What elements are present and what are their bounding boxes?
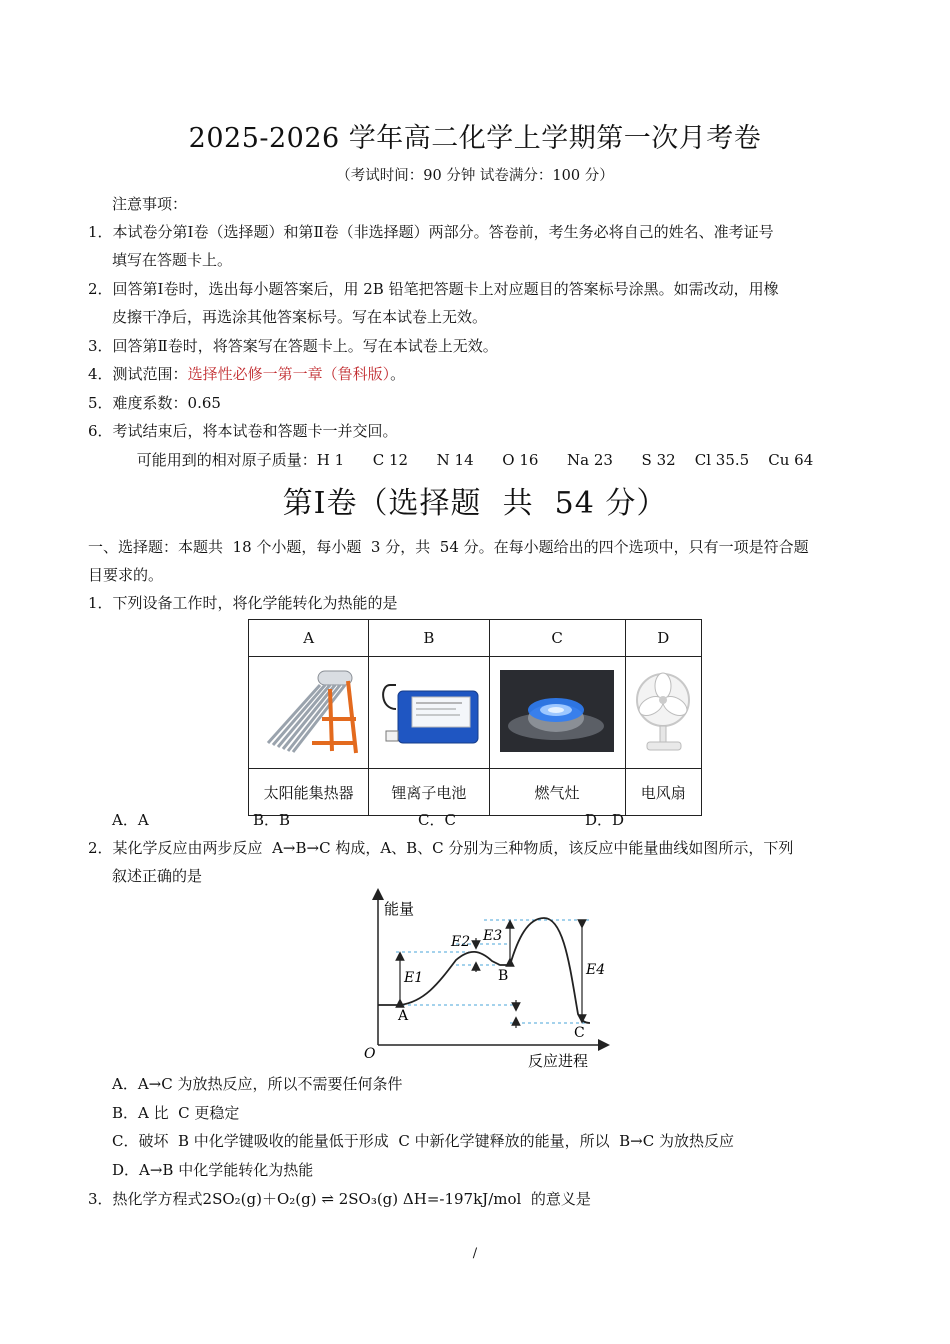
q1-option-d[interactable]: D．D bbox=[585, 811, 625, 829]
point-c: C bbox=[574, 1025, 585, 1041]
note-text: 难度系数：0.65 bbox=[112, 394, 221, 412]
section-instructions-cont: 目要求的。 bbox=[88, 566, 164, 584]
test-scope: 选择性必修一第一章（鲁科版） bbox=[187, 365, 391, 383]
q1-col-a: A bbox=[249, 620, 369, 657]
q1-option-c[interactable]: C．C bbox=[418, 811, 456, 829]
q3-equation: 2SO₂(g)＋O₂(g) ⇌ 2SO₃(g) ΔH=-197kJ/mol bbox=[202, 1190, 522, 1208]
q3-stem bbox=[88, 1189, 591, 1209]
q1-label-c: 燃气灶 bbox=[489, 769, 625, 816]
note-text: 测试范围： bbox=[112, 365, 188, 383]
energy-diagram bbox=[360, 888, 620, 1072]
page-mark: / bbox=[472, 1246, 478, 1261]
solar-heater-cell bbox=[249, 657, 369, 769]
q2-option-c[interactable]: C．破坏 B 中化学键吸收的能量低于形成 C 中新化学键释放的能量，所以 B→C 为放热反应 bbox=[112, 1132, 734, 1150]
q2-option-a[interactable]: A．A→C 为放热反应，所以不需要任何条件 bbox=[112, 1075, 403, 1093]
note-number: 4． bbox=[88, 365, 113, 383]
note-3 bbox=[88, 336, 498, 356]
note-text: 本试卷分第Ⅰ卷（选择题）和第Ⅱ卷（非选择题）两部分。答卷前，考生务必将自己的姓名、准考证号 bbox=[112, 223, 774, 241]
point-a: A bbox=[398, 1008, 409, 1024]
note-4 bbox=[88, 364, 405, 384]
exam-subtitle: （考试时间：90 分钟 试卷满分：100 分） bbox=[336, 168, 614, 184]
q1-option-a[interactable]: A．A bbox=[112, 811, 149, 829]
note-text: 考试结束后，将本试卷和答题卡一并交回。 bbox=[112, 422, 398, 440]
note-number: 5． bbox=[88, 394, 113, 412]
q2-option-d[interactable]: D．A→B 中化学能转化为热能 bbox=[112, 1161, 314, 1179]
label-e2: E2 bbox=[451, 934, 471, 950]
note-text: 回答第Ⅰ卷时，选出每小题答案后，用 2B 铅笔把答题卡上对应题目的答案标号涂黑。如需改动，用橡 bbox=[112, 280, 779, 298]
electric-fan-image bbox=[631, 666, 695, 756]
note-1-cont: 填写在答题卡上。 bbox=[112, 251, 233, 269]
note-1 bbox=[88, 222, 774, 242]
q1-label-d: 电风扇 bbox=[625, 769, 701, 816]
atomic-masses: 可能用到的相对原子质量：H 1 C 12 N 14 O 16 Na 23 S 32 Cl 35.5 Cu 64 bbox=[136, 451, 814, 469]
note-6 bbox=[88, 421, 398, 441]
q1-col-d: D bbox=[625, 620, 701, 657]
y-axis-label: 能量 bbox=[384, 900, 415, 918]
q1-stem: 1．下列设备工作时，将化学能转化为热能的是 bbox=[88, 594, 398, 612]
section-title: 第Ⅰ卷（选择题 共 54 分） bbox=[282, 486, 668, 521]
solar-water-heater-image bbox=[256, 663, 362, 759]
note-text-end: 。 bbox=[390, 365, 406, 383]
gas-stove-cell bbox=[489, 657, 625, 769]
note-2 bbox=[88, 279, 779, 299]
q2-stem: 2．某化学反应由两步反应 A→B→C 构成，A、B、C 分别为三种物质，该反应中能量曲线如图所示，下列 bbox=[88, 839, 794, 857]
gas-stove-image bbox=[498, 666, 616, 756]
q1-label-b: 锂离子电池 bbox=[369, 769, 489, 816]
q2-option-b[interactable]: B．A 比 C 更稳定 bbox=[112, 1104, 240, 1122]
q3-stem-prefix: 3．热化学方程式 bbox=[88, 1190, 203, 1208]
exam-title: 2025-2026 学年高二化学上学期第一次月考卷 bbox=[188, 123, 762, 154]
point-b: B bbox=[498, 968, 509, 984]
label-e1: E1 bbox=[404, 970, 424, 986]
label-e3: E3 bbox=[483, 928, 503, 944]
note-number: 1． bbox=[88, 223, 113, 241]
notes-heading: 注意事项： bbox=[112, 195, 188, 213]
battery-cell bbox=[369, 657, 489, 769]
q2-stem-cont: 叙述正确的是 bbox=[112, 867, 203, 885]
note-number: 3． bbox=[88, 337, 113, 355]
x-axis-label: 反应进程 bbox=[528, 1052, 589, 1070]
origin-label: O bbox=[364, 1046, 376, 1062]
note-text: 回答第Ⅱ卷时，将答案写在答题卡上。写在本试卷上无效。 bbox=[112, 337, 498, 355]
q1-table bbox=[248, 619, 702, 816]
lithium-battery-image bbox=[376, 671, 482, 751]
note-5 bbox=[88, 393, 221, 413]
q1-col-c: C bbox=[489, 620, 625, 657]
label-e4: E4 bbox=[586, 962, 606, 978]
q3-stem-suffix: 的意义是 bbox=[530, 1190, 591, 1208]
note-number: 2． bbox=[88, 280, 113, 298]
note-number: 6． bbox=[88, 422, 113, 440]
q1-label-a: 太阳能集热器 bbox=[249, 769, 369, 816]
fan-cell bbox=[625, 657, 701, 769]
note-2-cont: 皮擦干净后，再选涂其他答案标号。写在本试卷上无效。 bbox=[112, 308, 488, 326]
q1-col-b: B bbox=[369, 620, 489, 657]
q1-option-b[interactable]: B．B bbox=[253, 811, 291, 829]
section-instructions: 一、选择题：本题共 18 个小题，每小题 3 分，共 54 分。在每小题给出的四个选项中，只有一项是符合题 bbox=[88, 538, 809, 556]
